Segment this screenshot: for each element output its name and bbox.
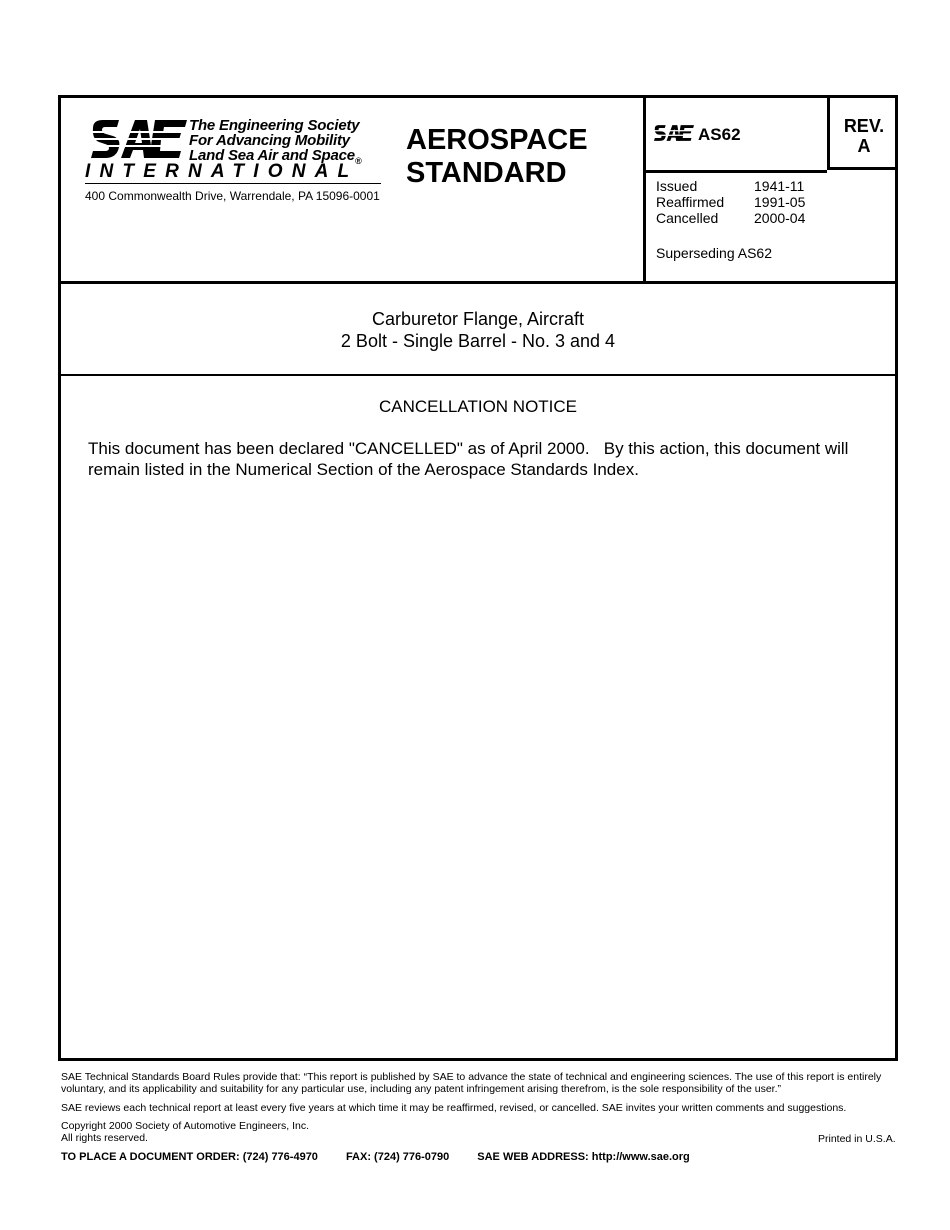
date-table [656,178,805,226]
date-row-issued: Issued 1941-11 [656,178,805,194]
document-title: Carburetor Flange, Aircraft 2 Bolt - Single Barrel - No. 3 and 4 [61,284,895,376]
footer-rules: SAE Technical Standards Board Rules provide that: “This report is published by SAE to advance the state of technical and engineering sciences. The use of this report is entirely voluntary, and its applicability and suitability for any particular use, including any patent infringement arising therefrom, is the sole responsibility of the user.” [61,1071,882,1095]
header-row [61,98,895,284]
document-info-block [643,98,898,281]
document-number: AS62 [654,124,741,145]
order-info [61,1151,690,1163]
notice-heading: CANCELLATION NOTICE [378,397,578,416]
document-number-cell [646,98,827,173]
order-fax: FAX: (724) 776-0790 [345,1151,450,1163]
footer-copyright: Copyright 2000 Society of Automotive Engineers, Inc. All rights reserved. [61,1120,310,1144]
order-phone: TO PLACE A DOCUMENT ORDER: (724) 776-4970 [61,1151,318,1163]
notice-body: This document has been declared "CANCELLED" as of April 2000. By this action, this document will remain listed in the Numerical Section of the Aerospace Standards Index. [88,439,854,479]
date-row-reaffirmed: Reaffirmed 1991-05 [656,194,806,210]
date-row-cancelled: Cancelled 2000-04 [656,210,806,226]
international-wordmark: INTERNATIONAL [85,162,381,184]
society-tagline: The Engineering Society For Advancing Mobility Land Sea Air and Space$_®$ [189,117,362,166]
sae-international-logo [85,116,395,196]
sae-small-logo [654,124,694,142]
superseding-note: Superseding AS62 [656,245,772,261]
revision-cell: REV. A [827,98,898,170]
printed-in: Printed in U.S.A. [818,1133,896,1145]
footer-review: SAE reviews each technical report at least every five years at which time it may be reaffirmed, revised, or cancelled. SAE invites your written comments and suggestions. [61,1102,847,1114]
sae-web-address: SAE WEB ADDRESS: http://www.sae.org [477,1151,690,1163]
sae-address: 400 Commonwealth Drive, Warrendale, PA 15096-0001 [85,189,380,203]
document-frame [58,95,898,1061]
sae-logo-mark [91,118,187,160]
standard-type: AEROSPACE STANDARD [406,124,588,189]
